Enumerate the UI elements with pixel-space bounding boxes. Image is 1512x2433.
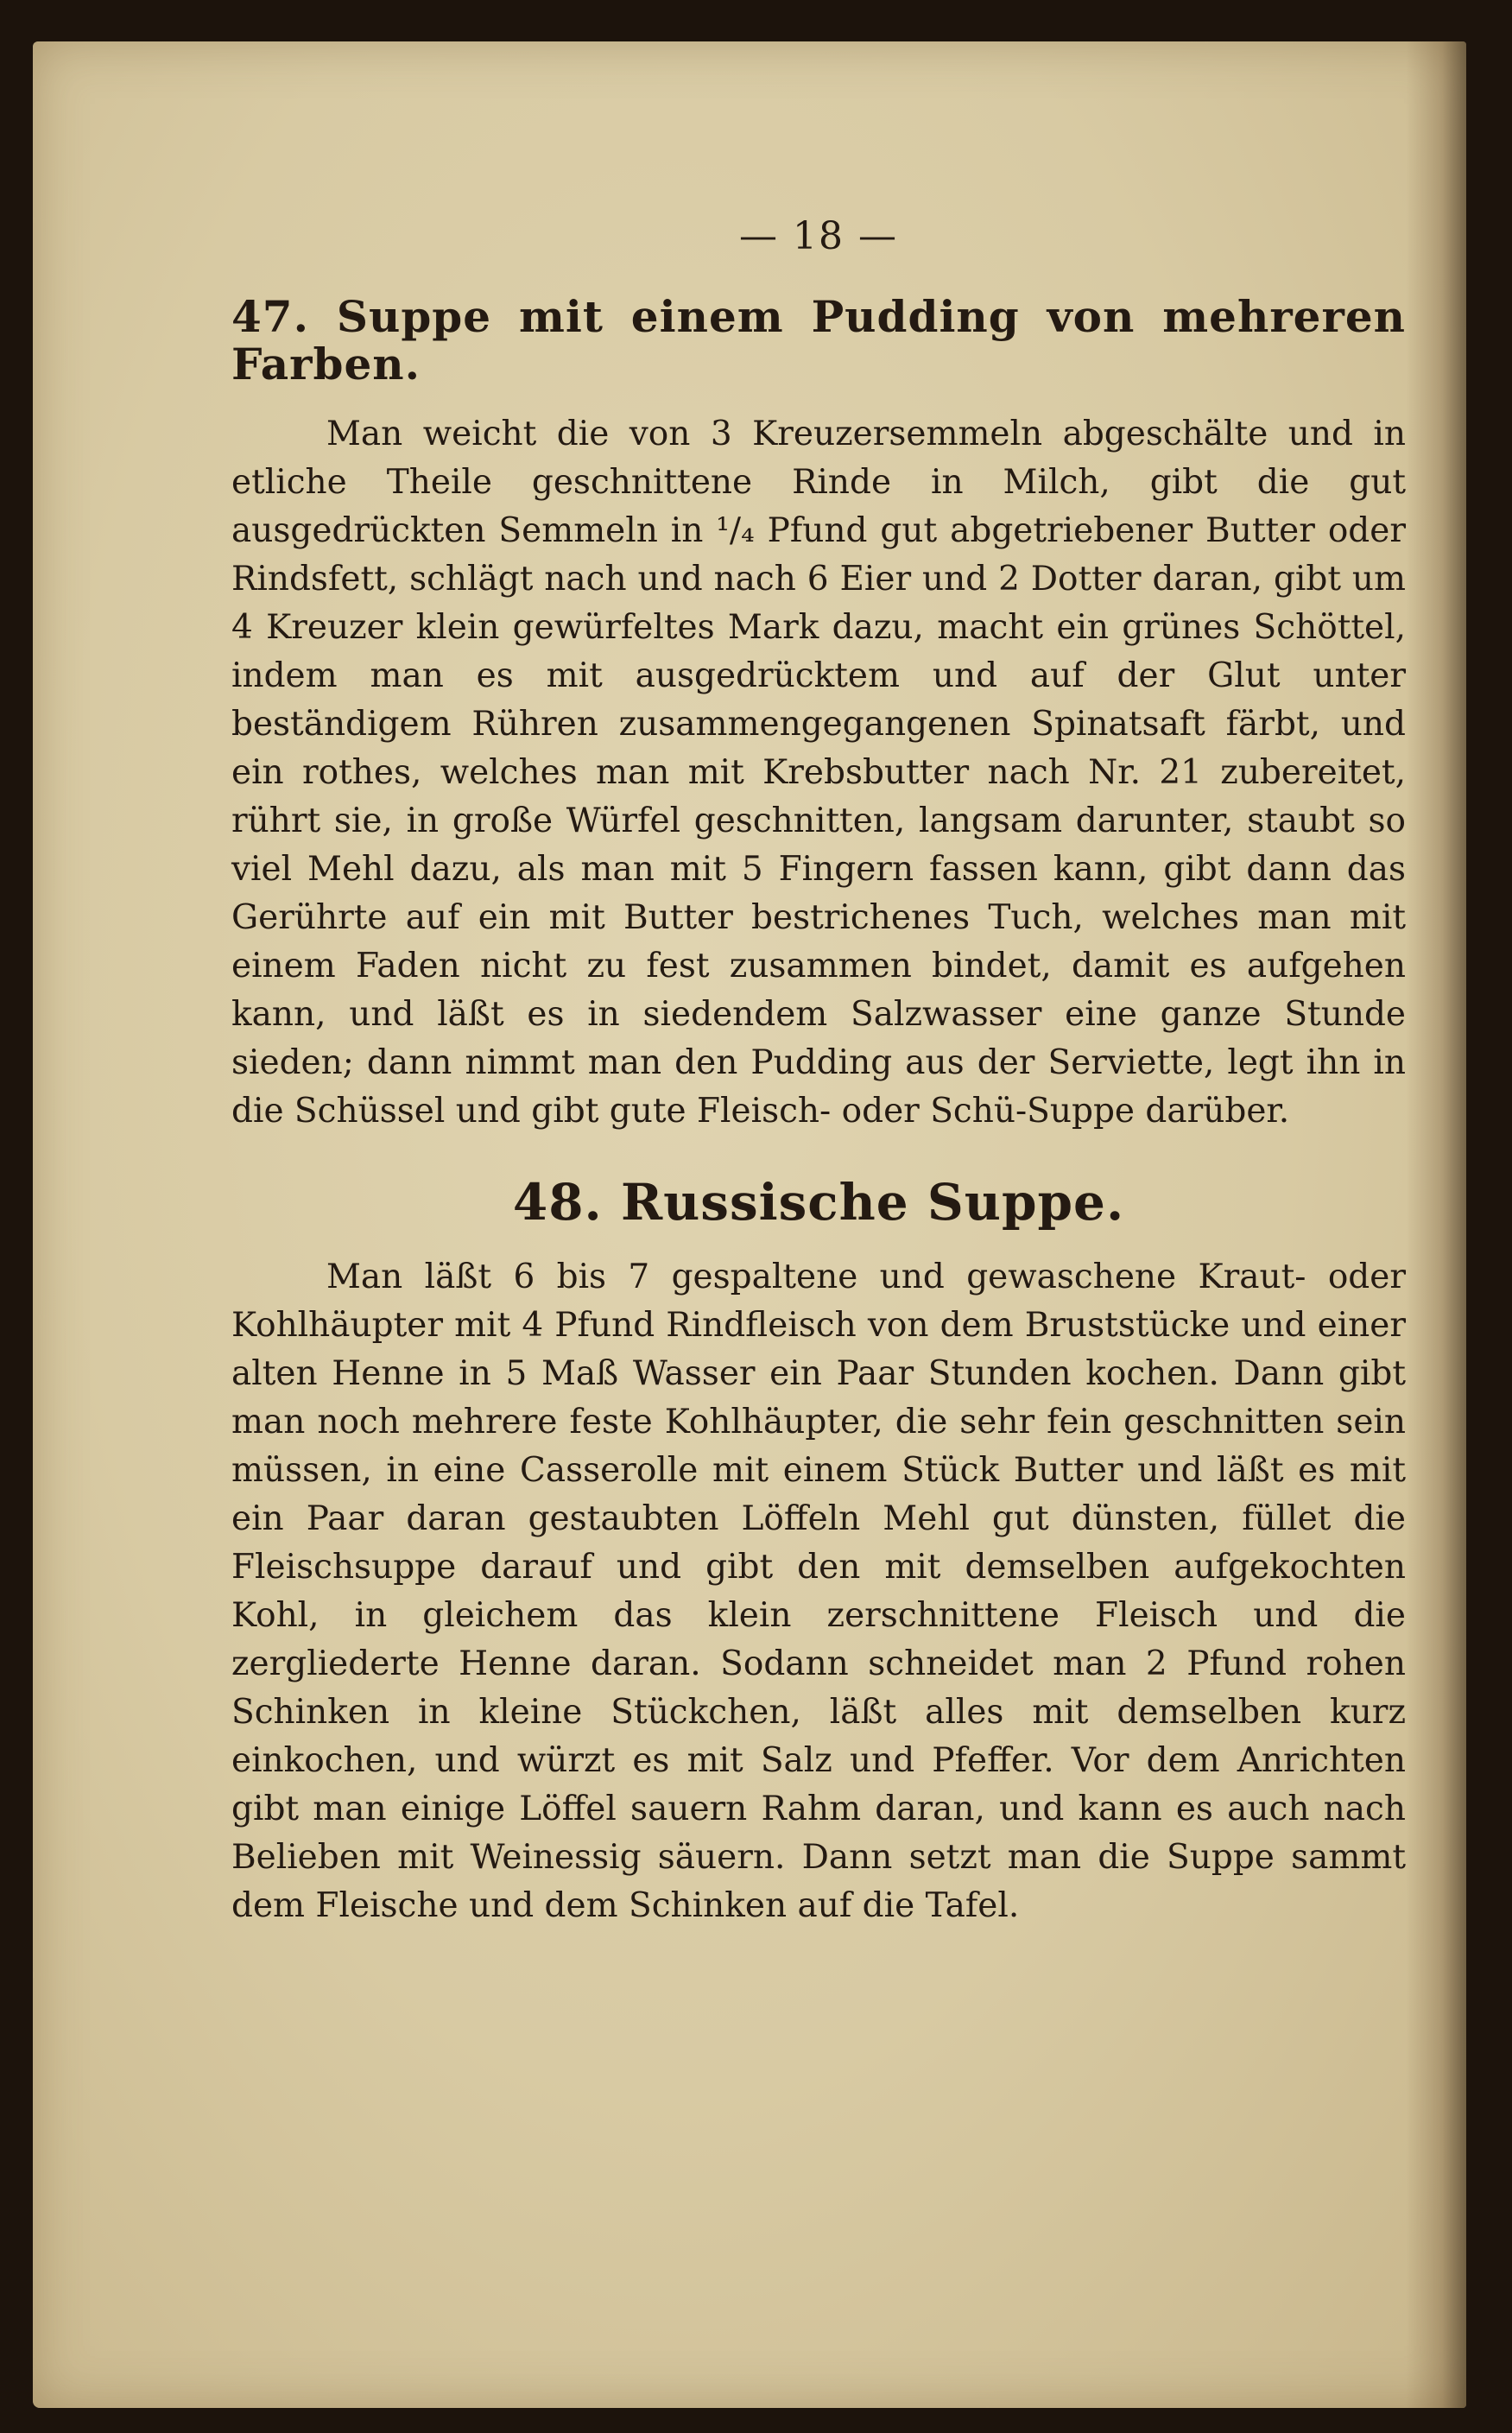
page-content: [231, 171, 1406, 1930]
recipe-title: 48. Russische Suppe.: [512, 1173, 1125, 1232]
page-number: — 18 —: [739, 214, 898, 258]
page-spine-shadow: [1406, 41, 1466, 2408]
recipe-text: Man läßt 6 bis 7 gespaltene und gewaschene Kraut- oder Kohlhäupter mit 4 Pfund Rindfleisch von dem Bruststücke und einer alten Henne in 5 Maß Wasser ein Paar Stunden kochen. Dann gibt man noch mehrere feste Kohlhäupter, die sehr fein geschnitten sein müssen, in eine Casserolle mit einem Stück Butter und läßt es mit ein Paar daran gestaubten Löffeln Mehl gut dünsten, füllet die Fleischsuppe darauf und gibt den mit demselben aufgekochten Kohl, in gleichem das klein zerschnittene Fleisch und die zergliederte Henne daran. Sodann schneidet man 2 Pfund rohen Schinken in kleine Stückchen, läßt alles mit demselben kurz einkochen, und würzt es mit Salz und Pfeffer. Vor dem Anrichten gibt man einige Löffel sauern Rahm daran, und kann es auch nach Belieben mit Weinessig säuern. Dann setzt man die Suppe sammt dem Fleische und dem Schinken auf die Tafel.: [231, 1257, 1406, 1925]
recipe-text: Man weicht die von 3 Kreuzersemmeln abgeschälte und in etliche Theile geschnittene Rinde in Milch, gibt die gut ausgedrückten Semmeln in ¹/₄ Pfund gut abgetriebener Butter oder Rindsfett, schlägt nach und nach 6 Eier und 2 Dotter daran, gibt um 4 Kreuzer klein gewürfeltes Mark dazu, macht ein grünes Schöttel, indem man es mit ausgedrücktem und auf der Glut unter beständigem Rühren zusammengegangenen Spinatsaft färbt, und ein rothes, welches man mit Krebsbutter nach Nr. 21 zubereitet, rührt sie, in große Würfel geschnitten, langsam darunter, staubt so viel Mehl dazu, als man mit 5 Fingern fassen kann, gibt dann das Gerührte auf ein mit Butter bestrichenes Tuch, welches man mit einem Faden nicht zu fest zusammen bindet, damit es aufgehen kann, und läßt es in siedendem Salzwasser eine ganze Stunde sieden; dann nimmt man den Pudding aus der Serviette, legt ihn in die Schüssel und gibt gute Fleisch- oder Schü-Suppe darüber.: [231, 415, 1406, 1131]
book-page: [33, 41, 1466, 2408]
recipe-48: [231, 1175, 1406, 1930]
recipe-title: 47. Suppe mit einem Pudding von mehreren Farben.: [231, 291, 1406, 390]
recipe-47: [231, 293, 1406, 1136]
